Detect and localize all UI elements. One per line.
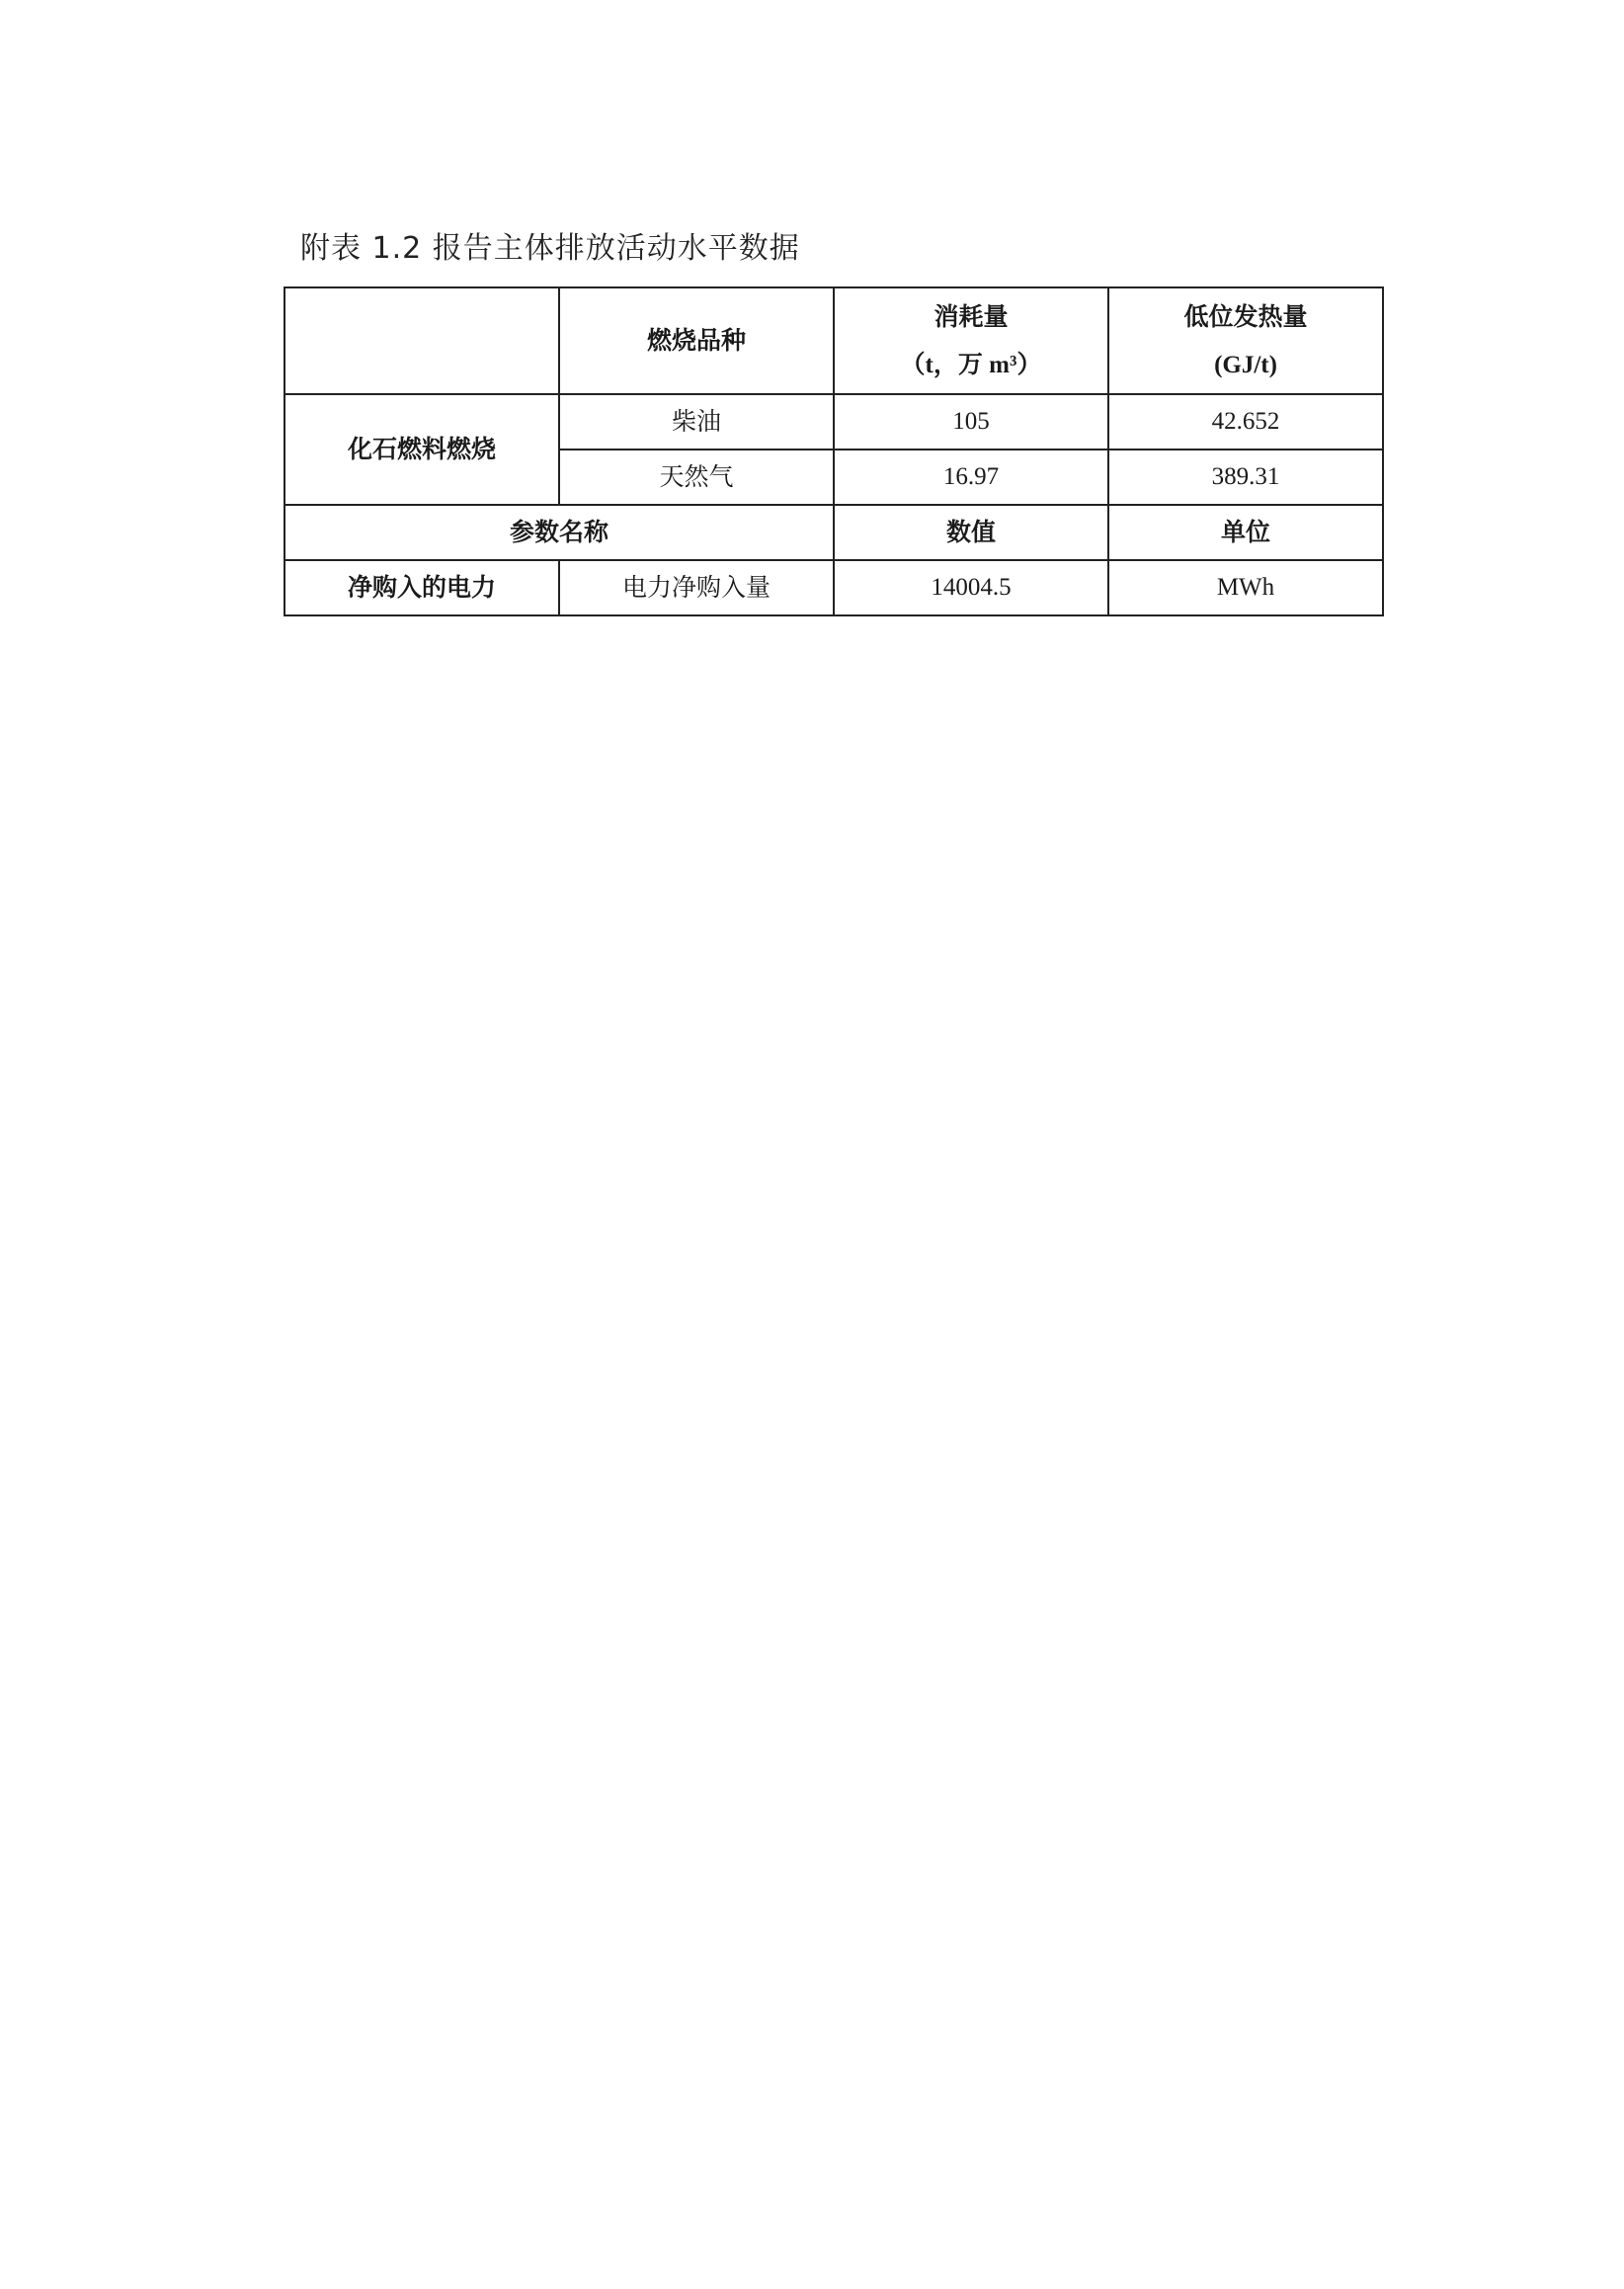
electricity-unit: MWh [1108,560,1383,615]
header-fuel-type: 燃烧品种 [559,287,834,394]
param-header-row [284,505,1383,560]
activity-data-table [284,286,1384,616]
header-consumption [834,287,1108,394]
param-value-header: 数值 [834,505,1108,560]
category-fossil-fuel: 化石燃料燃烧 [284,394,559,505]
header-heat-value-unit: (GJ/t) [1214,352,1277,378]
electricity-item: 电力净购入量 [559,560,834,615]
param-unit-header: 单位 [1108,505,1383,560]
param-name-header: 参数名称 [284,505,834,560]
header-consumption-unit: （t，万 m³） [900,352,1042,378]
table-row [284,394,1383,450]
fuel-name: 天然气 [559,450,834,505]
table-caption: 附表 1.2 报告主体排放活动水平数据 [300,231,800,266]
fuel-heat-value: 42.652 [1108,394,1383,450]
header-heat-value-label: 低位发热量 [1183,301,1308,331]
header-consumption-label: 消耗量 [934,301,1009,331]
table-row [284,560,1383,615]
electricity-value: 14004.5 [834,560,1108,615]
category-electricity: 净购入的电力 [284,560,559,615]
fuel-consumption: 16.97 [834,450,1108,505]
header-heat-value [1108,287,1383,394]
header-empty-cell [284,287,559,394]
fuel-heat-value: 389.31 [1108,450,1383,505]
fuel-name: 柴油 [559,394,834,450]
fuel-consumption: 105 [834,394,1108,450]
table-header-row [284,287,1383,394]
